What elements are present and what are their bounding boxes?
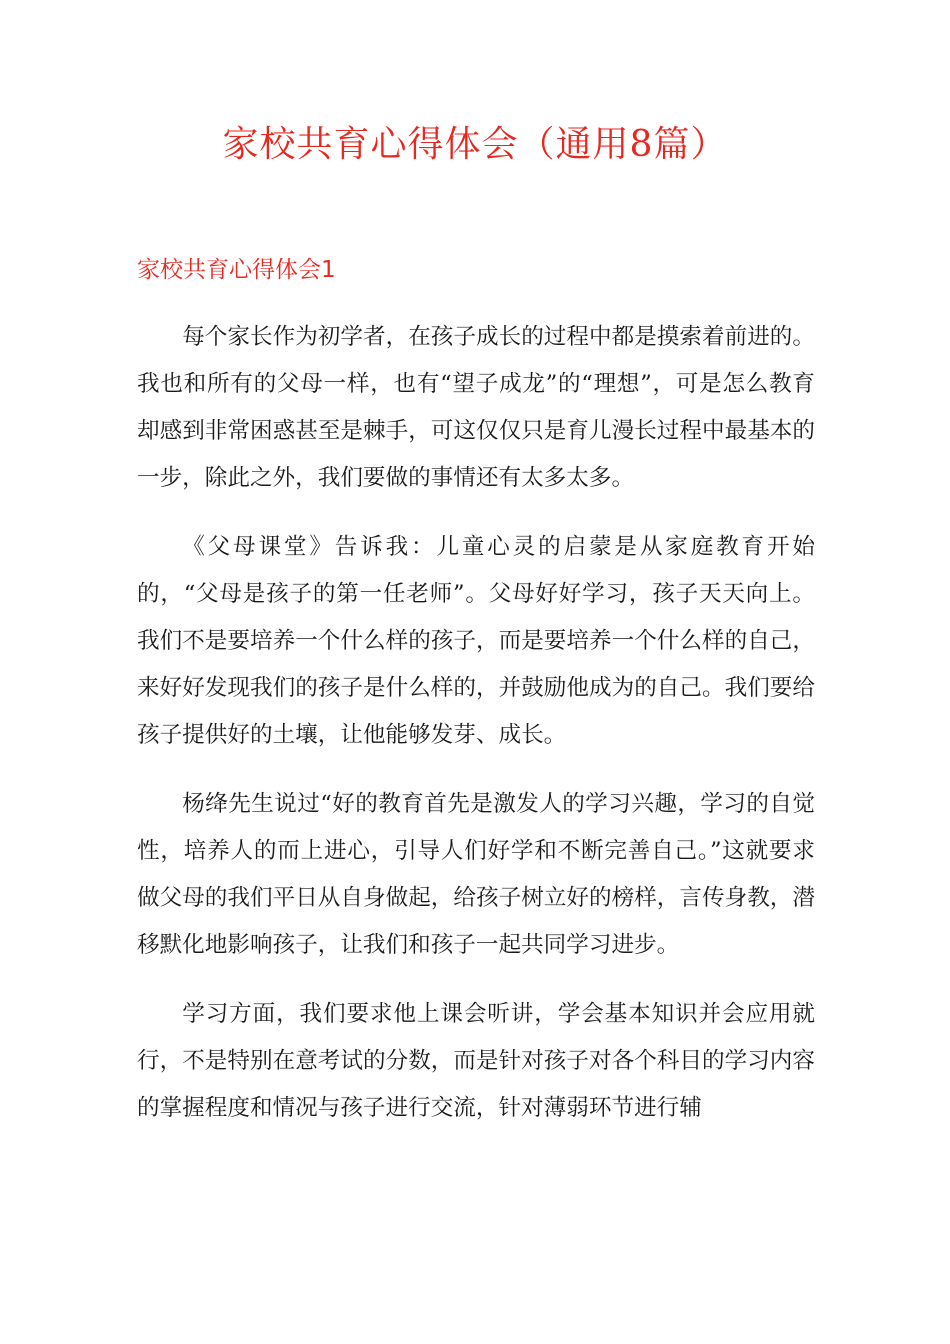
paragraph: 学习方面，我们要求他上课会听讲，学会基本知识并会应用就行，不是特别在意考试的分数，而是针对孩子对各个科目的学习内容的掌握程度和情况与孩子进行交流，针对薄弱环节进行辅: [137, 1001, 815, 1121]
paragraph: 每个家长作为初学者，在孩子成长的过程中都是摸索着前进的。我也和所有的父母一样，也有“望子成龙”的“理想”，可是怎么教育却感到非常困惑甚至是棘手，可这仅仅只是育儿漫长过程中最基本的一步，除此之外，我们要做的事情还有太多太多。: [137, 324, 815, 491]
paragraph: 杨绛先生说过“好的教育首先是激发人的学习兴趣，学习的自觉性，培养人的而上进心，引导人们好学和不断完善自己。”这就要求做父母的我们平日从自身做起，给孩子树立好的榜样，言传身教，潜移默化地影响孩子，让我们和孩子一起共同学习进步。: [137, 791, 815, 958]
paragraph: 《父母课堂》告诉我：儿童心灵的启蒙是从家庭教育开始的，“父母是孩子的第一任老师”。父母好好学习，孩子天天向上。我们不是要培养一个什么样的孩子，而是要培养一个什么样的自己，来好好发现我们的孩子是什么样的，并鼓励他成为的自己。我们要给孩子提供好的土壤，让他能够发芽、成长。: [137, 534, 815, 748]
document-body: [137, 314, 815, 1154]
document-title: 家校共育心得体会（通用8篇）: [222, 124, 728, 165]
section-heading: 家校共育心得体会1: [137, 257, 336, 283]
